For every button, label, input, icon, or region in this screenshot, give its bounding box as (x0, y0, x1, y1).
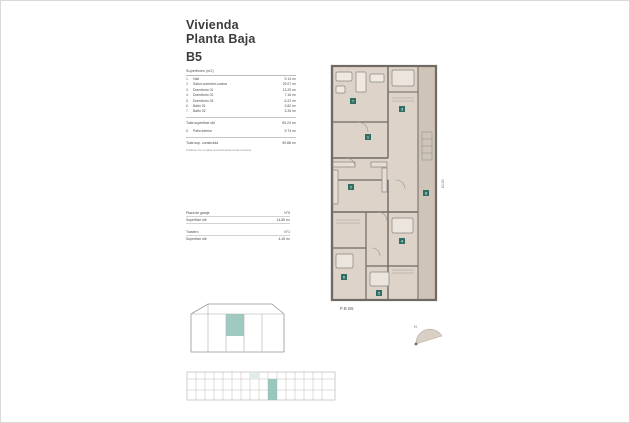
plan-room-number: 8 (424, 190, 428, 196)
plan-room-number: 6 (342, 274, 346, 280)
page-title-line-2: Planta Baja (186, 32, 256, 46)
area-schedule (186, 69, 296, 153)
title-block (186, 18, 346, 66)
plan-room-number: 3 (400, 106, 404, 112)
row-label: Plaza de garaje (186, 211, 210, 215)
row-number: 5. (186, 98, 189, 103)
total-built-row (186, 140, 296, 146)
plan-room-number: 2 (349, 184, 353, 190)
row-number: 7. (186, 109, 189, 114)
schedule-row (186, 129, 296, 134)
total-useful-label: Total superficie útil (186, 121, 215, 126)
schedule-row (186, 109, 296, 114)
row-number: 4. (186, 93, 189, 98)
row-number: 3. (186, 87, 189, 92)
row-name: Dormitorio 01 (193, 87, 214, 92)
row-number: 6. (186, 103, 189, 108)
row-name: Patio interior (193, 129, 213, 134)
row-area: 6.22 m² (284, 98, 296, 103)
row-value: N°1 (284, 230, 290, 234)
total-useful-row (186, 120, 296, 126)
north-label: N (414, 324, 417, 329)
floor-plan (326, 62, 458, 305)
plan-caption: P.B B5 (340, 306, 354, 311)
row-label: Trastero (186, 230, 199, 234)
plan-room-number: 4 (400, 238, 404, 244)
north-arrow (412, 322, 446, 352)
total-useful-area: 69.24 m² (282, 121, 296, 126)
schedule-rows (186, 77, 296, 115)
row-name: Dormitorio 02 (193, 93, 214, 98)
row-area: 29.07 m² (282, 82, 296, 87)
row-number: 8. (186, 129, 189, 134)
schedule-note: Contiene con su parte proporcional de zonas comunes (186, 149, 252, 153)
key-plan-drawing (186, 300, 296, 356)
row-name: Baño 01 (193, 103, 206, 108)
row-name: Salón-comedor-cocina (193, 82, 227, 87)
schedule-header: Superficies (m2) (186, 69, 296, 76)
schedule-divider (186, 137, 296, 138)
row-value: N°5 (284, 211, 290, 215)
row-name: Hall (193, 77, 199, 81)
plan-room-number: 1 (366, 134, 370, 140)
row-area: 9.74 m² (284, 129, 296, 134)
block-plan-highlight (268, 379, 277, 400)
row-label: Superficie útil (186, 218, 207, 222)
row-name: Dormitorio 03 (193, 98, 214, 103)
row-area: 13.20 m² (282, 87, 296, 92)
plan-room-number: 5 (377, 290, 381, 296)
row-value: 4.45 m² (278, 237, 290, 241)
table-row (186, 210, 290, 217)
block-plan (186, 366, 336, 406)
key-plan (186, 300, 296, 356)
total-built-area: 90.88 m² (282, 141, 296, 146)
parking-storage-table (186, 210, 290, 242)
table-row (186, 236, 290, 242)
key-plan-highlight (226, 314, 244, 336)
row-area: 3.82 m² (284, 103, 296, 108)
total-built-label: Total sup. construida (186, 141, 219, 146)
floor-plan-drawing (326, 62, 458, 305)
row-number: 1. (186, 77, 189, 81)
table-row (186, 229, 290, 236)
schedule-divider (186, 117, 296, 118)
plan-dimension-vertical: 10.30 (441, 179, 445, 189)
page-title-line-1: Vivienda (186, 18, 239, 32)
block-plan-drawing (186, 366, 336, 406)
table-row (186, 217, 290, 224)
unit-code: B5 (186, 50, 202, 64)
row-area: 3.26 m² (284, 109, 296, 114)
row-name: Baño 02 (193, 109, 206, 114)
row-number: 2. (186, 82, 189, 87)
row-label: Superficie útil (186, 237, 207, 241)
row-value: 14.85 m² (276, 218, 290, 222)
plan-room-number: 7 (351, 98, 355, 104)
row-area: 9.14 m² (284, 77, 296, 81)
row-area: 7.16 m² (284, 93, 296, 98)
